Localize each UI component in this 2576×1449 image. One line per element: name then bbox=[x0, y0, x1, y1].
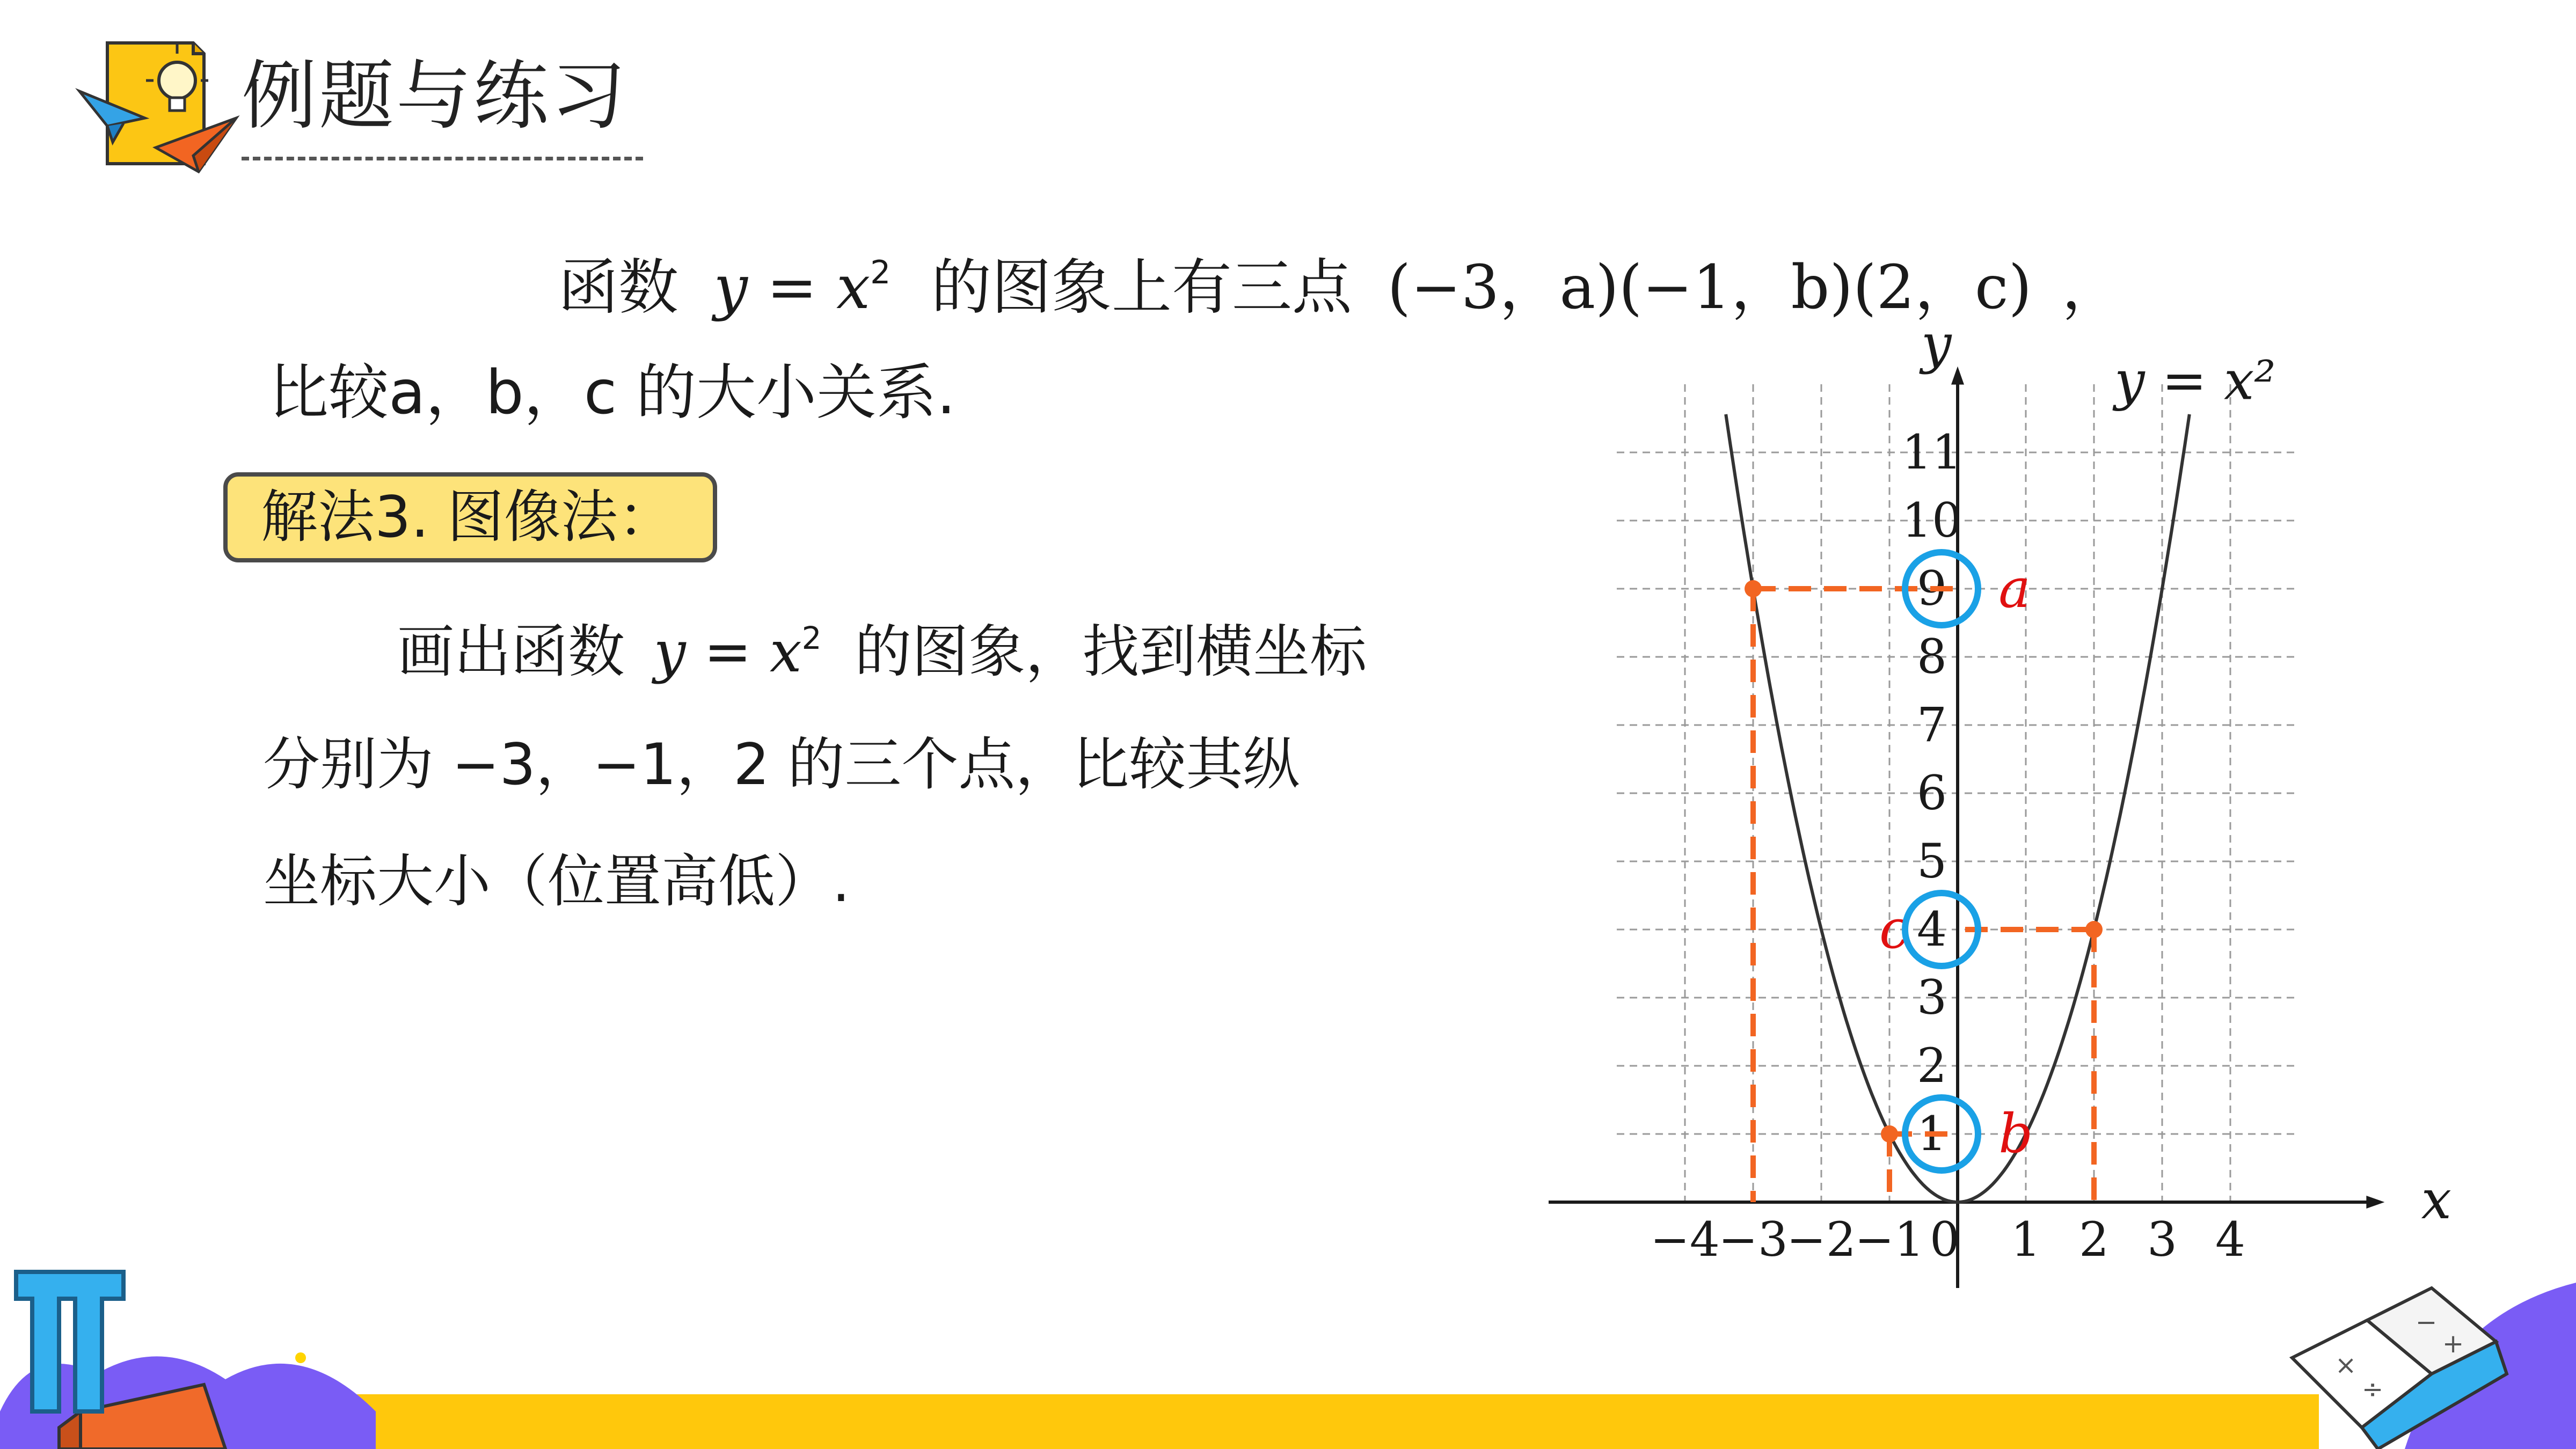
y-tick-label: 2 bbox=[1917, 1038, 1947, 1093]
x-tick-label: −4 bbox=[1650, 1212, 1720, 1267]
eq-equals: = bbox=[747, 253, 836, 323]
eq-exponent: 2 bbox=[870, 254, 891, 291]
point-a bbox=[1745, 580, 1762, 597]
svg-text:÷: ÷ bbox=[2362, 1374, 2384, 1404]
point-c bbox=[2085, 921, 2103, 938]
y-tick-label: 4 bbox=[1917, 902, 1947, 957]
point-a: (−3，a) bbox=[1387, 253, 1619, 323]
eq-x: x bbox=[836, 253, 871, 323]
x-tick-label: 3 bbox=[2147, 1212, 2177, 1267]
lightbulb-document-logo bbox=[75, 32, 247, 182]
y-tick-label: 8 bbox=[1917, 629, 1947, 684]
explanation-eq-exponent: 2 bbox=[801, 620, 822, 656]
point-label-b: b bbox=[1998, 1102, 2033, 1165]
bottom-yellow-band bbox=[333, 1394, 2319, 1449]
title-underline bbox=[242, 157, 643, 160]
book-decoration bbox=[2271, 1250, 2576, 1449]
point-b bbox=[1881, 1125, 1898, 1143]
parabola-chart bbox=[1535, 312, 2452, 1304]
y-axis-label: y bbox=[1921, 312, 1952, 376]
y-tick-label: 9 bbox=[1917, 561, 1947, 616]
x-axis-label: x bbox=[2421, 1168, 2452, 1231]
explanation-line-1 bbox=[397, 619, 1367, 685]
x-tick-label: 0 bbox=[1930, 1212, 1960, 1267]
point-label-c: c bbox=[1879, 898, 1909, 961]
pi-block-decoration bbox=[0, 1250, 386, 1449]
y-axis-arrow bbox=[1951, 367, 1964, 385]
svg-text:×: × bbox=[2335, 1350, 2357, 1380]
y-tick-label: 3 bbox=[1917, 970, 1947, 1025]
problem-line-1 bbox=[558, 253, 2122, 323]
problem-prefix: 函数 bbox=[558, 253, 678, 323]
y-tick-label: 7 bbox=[1917, 697, 1947, 752]
problem-mid: 的图象上有三点 bbox=[931, 253, 1352, 323]
method-badge: 解法3. 图像法： bbox=[223, 472, 717, 562]
point-b: (−1，b) bbox=[1618, 253, 1853, 323]
svg-text:+: + bbox=[2442, 1329, 2464, 1359]
y-tick-label: 5 bbox=[1917, 833, 1947, 889]
explanation-line-2: 分别为 −3，−1，2 的三个点，比较其纵 bbox=[263, 731, 1300, 797]
problem-line-2: 比较a，b，c 的大小关系. bbox=[268, 358, 956, 428]
x-tick-label: −3 bbox=[1718, 1212, 1788, 1267]
explanation-eq-y: y bbox=[653, 619, 686, 685]
explanation-suffix: 的图象，找到横坐标 bbox=[855, 619, 1367, 685]
eq-y: y bbox=[713, 253, 748, 323]
x-tick-label: −1 bbox=[1855, 1212, 1924, 1267]
x-tick-label: 4 bbox=[2215, 1212, 2245, 1267]
point-c: (2，c) bbox=[1852, 253, 2032, 323]
x-tick-label: 1 bbox=[2011, 1212, 2041, 1267]
y-tick-label: 10 bbox=[1902, 493, 1962, 548]
explanation-eq-x: x bbox=[769, 619, 802, 685]
y-tick-label: 6 bbox=[1917, 765, 1947, 821]
page-title: 例题与练习 bbox=[242, 53, 629, 140]
explanation-eq-equals: = bbox=[685, 619, 770, 685]
function-label: y = x² bbox=[2114, 349, 2276, 412]
y-tick-label: 1 bbox=[1917, 1106, 1947, 1161]
y-tick-label: 11 bbox=[1902, 425, 1962, 480]
explanation-prefix: 画出函数 bbox=[397, 619, 625, 685]
svg-text:−: − bbox=[2416, 1307, 2438, 1337]
x-axis-arrow bbox=[2366, 1196, 2384, 1209]
point-label-a: a bbox=[1998, 557, 2031, 620]
x-tick-label: −2 bbox=[1786, 1212, 1856, 1267]
x-tick-label: 2 bbox=[2079, 1212, 2109, 1267]
problem-comma: ， bbox=[2061, 253, 2122, 323]
explanation-line-3: 坐标大小（位置高低）. bbox=[263, 848, 850, 914]
